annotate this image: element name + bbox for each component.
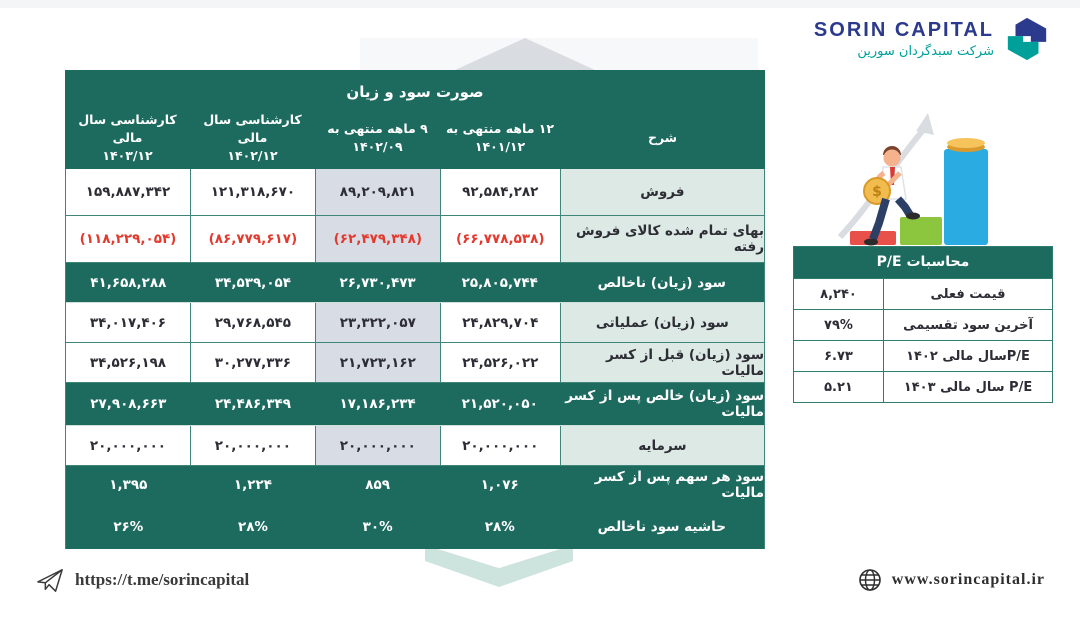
telegram-link[interactable] xyxy=(35,566,249,594)
col-header-desc: شرح xyxy=(647,129,678,145)
table-row-eps: سود هر سهم پس از کسر مالیات ۱,۰۷۶ ۸۵۹ ۱,۲۲۴ ۱,۳۹۵ xyxy=(66,466,764,504)
svg-text:$: $ xyxy=(872,184,882,200)
table-header xyxy=(65,70,765,169)
table-row-cogs: بهای تمام شده کالای فروش رفته (۶۶,۷۷۸,۵۳۸) (۶۲,۴۷۹,۳۴۸) (۸۶,۷۷۹,۶۱۷) (۱۱۸,۲۲۹,۰۵۴) xyxy=(66,216,764,263)
pe-table-title: محاسبات P/E xyxy=(794,247,1052,278)
bar-green xyxy=(900,217,942,245)
col-header-fy1402: کارشناسی سال مالی ۱۴۰۲/۱۲ xyxy=(203,111,302,164)
growth-illustration xyxy=(820,105,1020,247)
globe-icon xyxy=(858,568,882,592)
telegram-url[interactable]: https://t.me/sorincapital xyxy=(75,570,250,589)
table-row-gross-profit: سود (زیان) ناخالص ۲۵,۸۰۵,۷۴۴ ۲۶,۷۳۰,۴۷۳ ۳۴,۵۳۹,۰۵۴ ۴۱,۶۵۸,۲۸۸ xyxy=(66,263,764,303)
brand-name: SORIN CAPITAL xyxy=(813,19,994,41)
pe-row-pe-1402: P/Eسال مالی ۱۴۰۲ ۶.۷۳ xyxy=(794,340,1052,371)
col-header-9m: ۹ ماهه منتهی به ۱۴۰۲/۰۹ xyxy=(327,120,428,154)
col-header-12m: ۱۲ ماهه منتهی به ۱۴۰۱/۱۲ xyxy=(445,120,555,154)
pe-row-last-dividend: آخرین سود تقسیمی ۷۹% xyxy=(794,309,1052,340)
sorin-logo-icon xyxy=(1004,16,1050,62)
table-row-capital: سرمایه ۲۰,۰۰۰,۰۰۰ ۲۰,۰۰۰,۰۰۰ ۲۰,۰۰۰,۰۰۰ ۲۰,۰۰۰,۰۰۰ xyxy=(66,426,764,466)
brand-header xyxy=(814,16,1050,62)
table-row-pretax-profit: سود (زیان) قبل از کسر مالیات ۲۴,۵۲۶,۰۲۲ ۲۱,۷۲۳,۱۶۲ ۳۰,۲۷۷,۳۳۶ ۳۴,۵۲۶,۱۹۸ xyxy=(66,343,764,383)
pe-row-pe-1403: P/E سال مالی ۱۴۰۳ ۵.۲۱ xyxy=(794,371,1052,402)
top-strip xyxy=(0,0,1080,8)
profit-loss-table xyxy=(65,70,765,549)
table-row-gross-margin: حاشیه سود ناخالص ۲۸% ۳۰% ۲۸% ۲۶% xyxy=(66,504,764,549)
bar-blue xyxy=(944,149,988,245)
table-row-net-profit: سود (زیان) خالص پس از کسر مالیات ۲۱,۵۲۰,۰۵۰ ۱۷,۱۸۶,۲۳۴ ۲۴,۴۸۶,۳۴۹ ۲۷,۹۰۸,۶۶۳ xyxy=(66,383,764,426)
telegram-icon xyxy=(35,566,65,594)
table-row-operating-profit: سود (زیان) عملیاتی ۲۴,۸۲۹,۷۰۴ ۲۳,۳۲۲,۰۵۷ ۲۹,۷۶۸,۵۴۵ ۳۴,۰۱۷,۴۰۶ xyxy=(66,303,764,343)
coin-stack xyxy=(947,138,985,148)
pe-table xyxy=(793,246,1053,403)
website-url[interactable]: www.sorincapital.ir xyxy=(891,571,1045,588)
watermark-chevron xyxy=(425,545,573,587)
table-row-sales: فروش ۹۲,۵۸۴,۲۸۲ ۸۹,۲۰۹,۸۲۱ ۱۲۱,۳۱۸,۶۷۰ ۱۵۹,۸۸۷,۳۴۲ xyxy=(66,169,764,216)
website-link[interactable] xyxy=(858,568,1045,592)
pe-row-current-price: قیمت فعلی ۸,۲۴۰ xyxy=(794,278,1052,309)
col-header-fy1403: کارشناسی سال مالی ۱۴۰۳/۱۲ xyxy=(78,111,177,164)
brand-subtitle: شرکت سبدگردان سورین xyxy=(857,44,994,59)
table-title: صورت سود و زیان xyxy=(346,83,484,101)
